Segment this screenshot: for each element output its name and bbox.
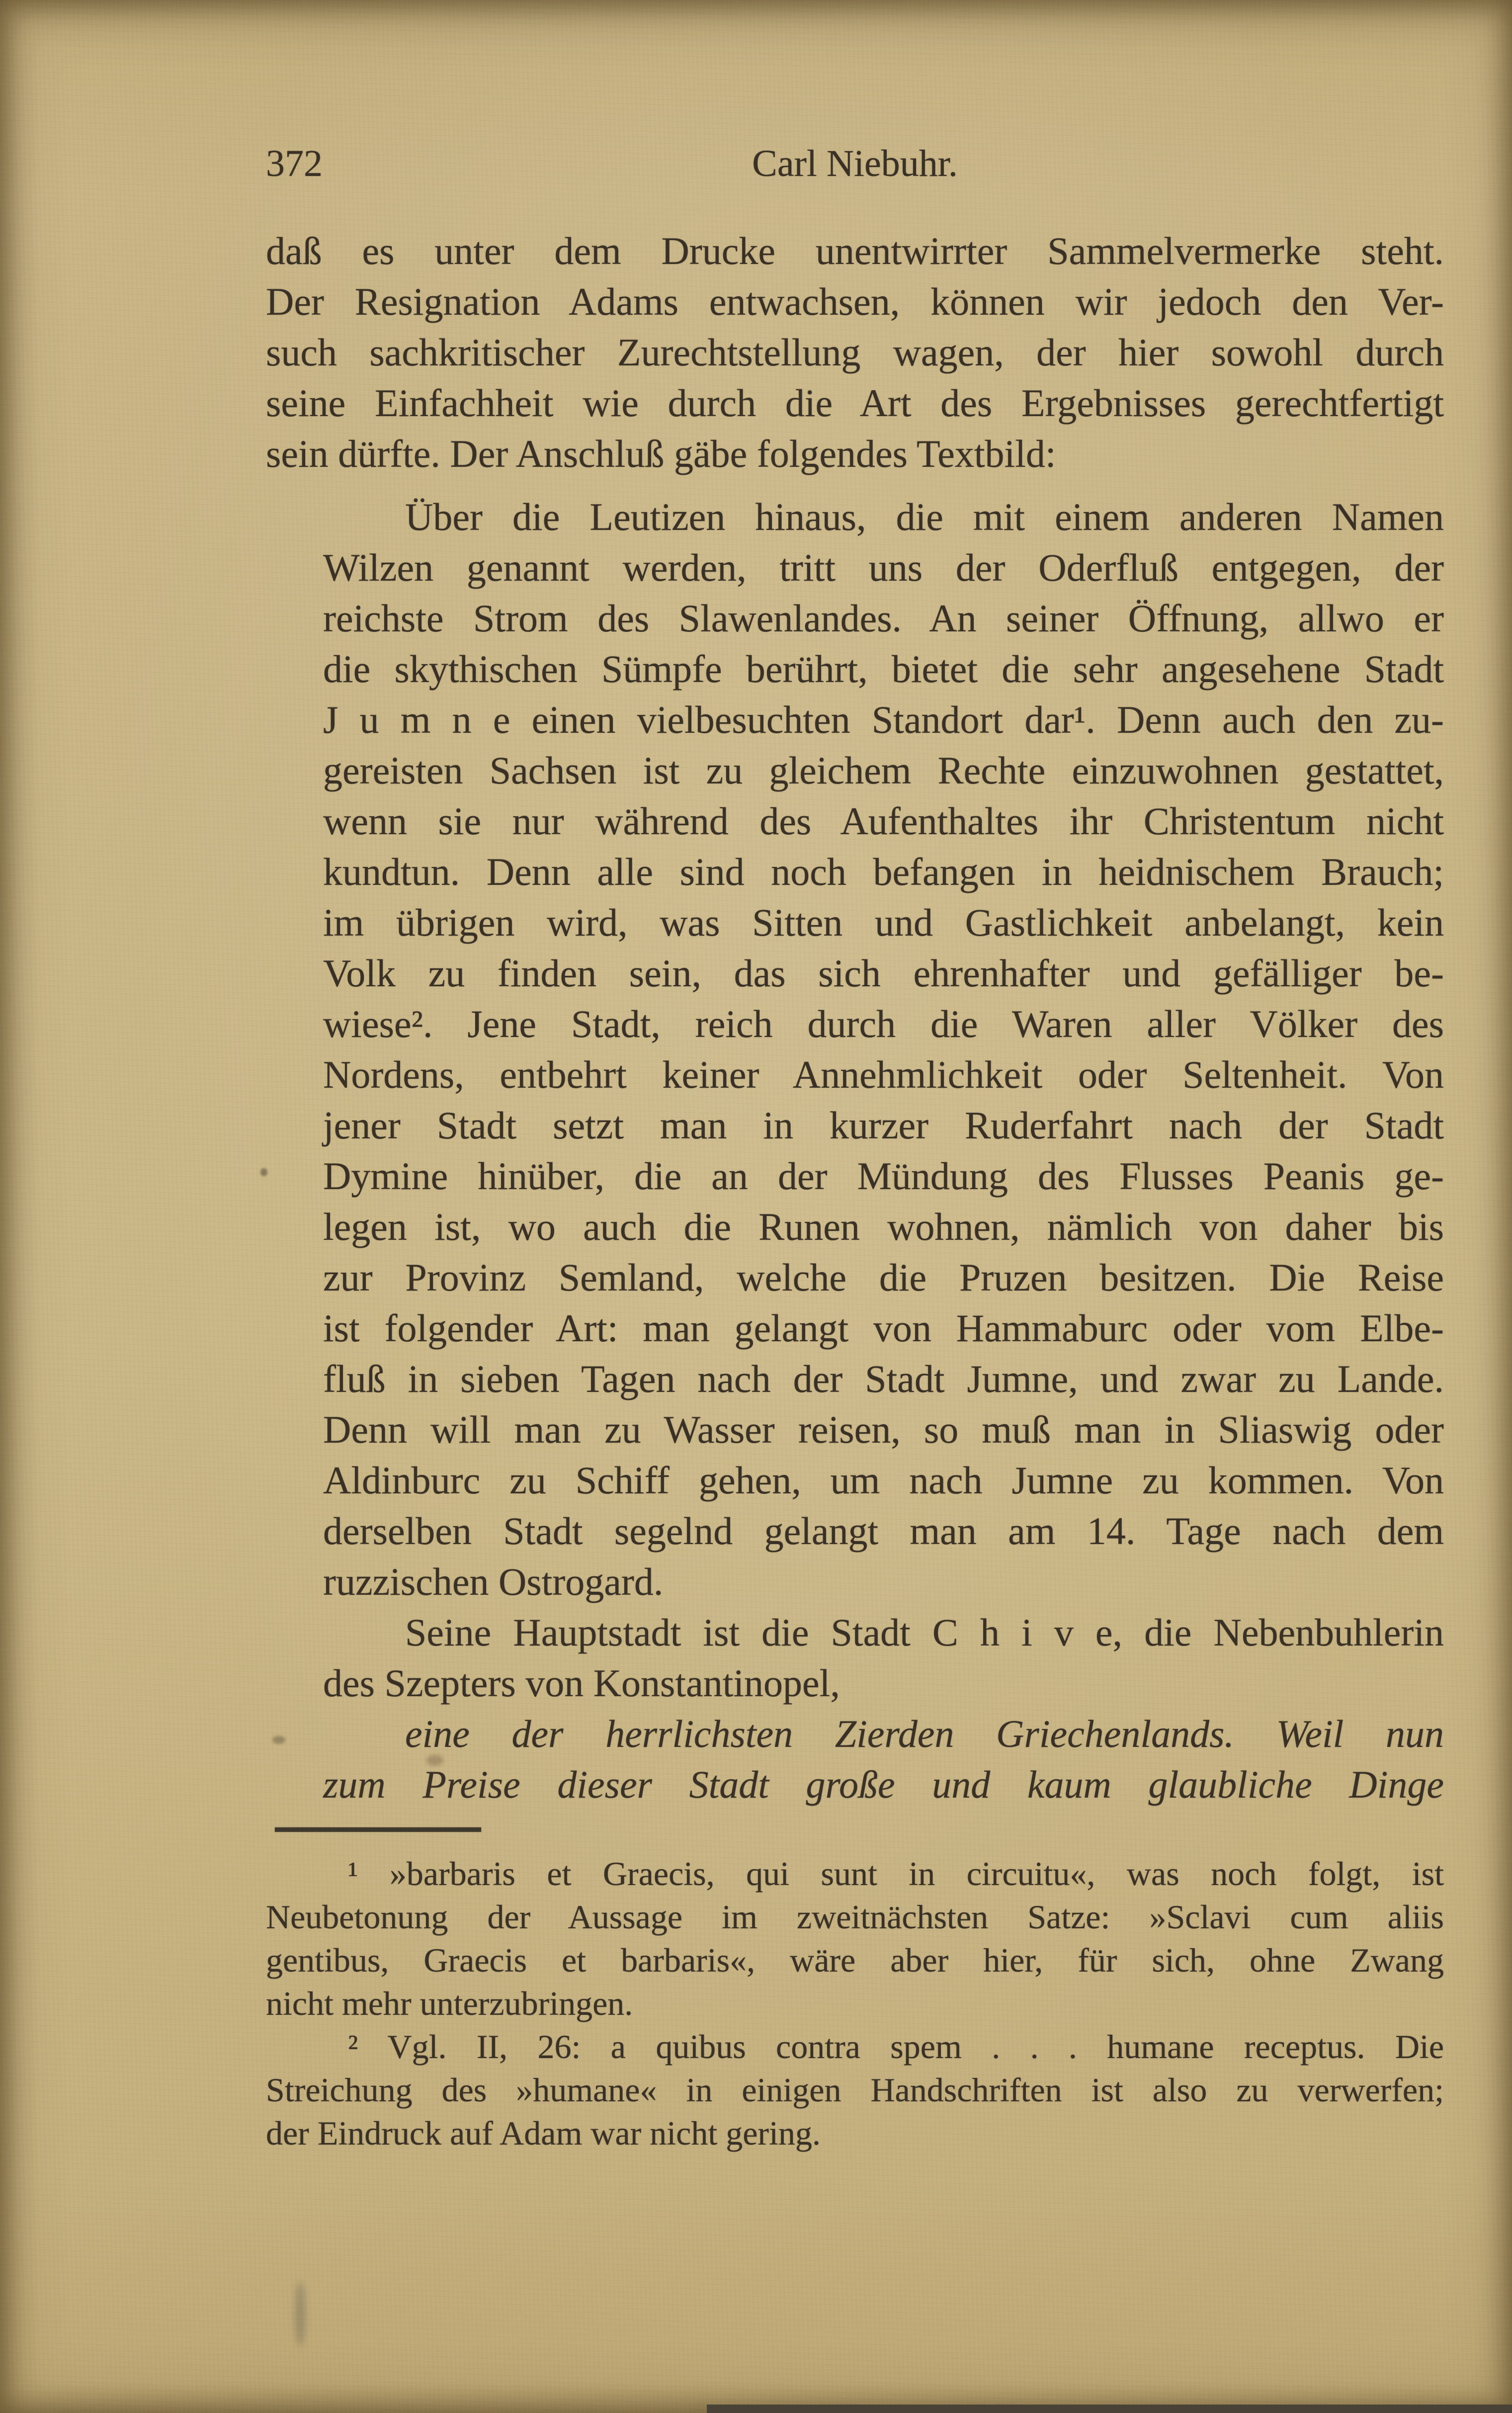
text-line: Denn will man zu Wasser reisen, so muß man in Sliaswig oder [323, 1408, 1444, 1451]
footnote-separator-rule [275, 1827, 481, 1832]
text-line: die skythischen Sümpfe berührt, bietet die sehr angesehene Stadt [323, 647, 1444, 690]
text-line: jener Stadt setzt man in kurzer Ruderfahrt nach der Stadt [323, 1104, 1444, 1147]
text-line: kundtun. Denn alle sind noch befangen in heidnischem Brauch; [323, 850, 1444, 893]
footnote-line: nicht mehr unterzubringen. [266, 1984, 633, 2022]
text-line: derselben Stadt segelnd gelangt man am 14. Tage nach dem [323, 1509, 1444, 1552]
text-line: seine Einfachheit wie durch die Art des Ergebnisses gerechtfertigt [266, 381, 1444, 425]
footnote-line: Streichung des »humane« in einigen Handschriften ist also zu verwerfen; [266, 2071, 1444, 2109]
body-text [266, 226, 1444, 1810]
text-line: Über die Leutizen hinaus, die mit einem anderen Namen [405, 495, 1444, 538]
text-line: des Szepters von Konstantinopel, [323, 1661, 840, 1705]
block-quote [323, 492, 1444, 1810]
text-line: Wilzen genannt werden, tritt uns der Oderfluß entgegen, der [323, 546, 1444, 589]
text-line: wiese². Jene Stadt, reich durch die Waren aller Völker des [323, 1002, 1444, 1045]
text-line: J u m n e einen vielbesuchten Standort dar¹. Denn auch den zu- [323, 698, 1444, 741]
text-line: im übrigen wird, was Sitten und Gastlichkeit anbelangt, kein [323, 901, 1444, 944]
text-line: reichste Strom des Slawenlandes. An seiner Öffnung, allwo er [323, 597, 1444, 640]
footnote-line: ² Vgl. II, 26: a quibus contra spem . . . humane receptus. Die [348, 2028, 1444, 2066]
scanner-edge-shadow [707, 2405, 1512, 2413]
text-line: wenn sie nur während des Aufenthaltes ihr Christentum nicht [323, 799, 1444, 843]
paragraph [266, 226, 1444, 479]
text-line: legen ist, wo auch die Runen wohnen, nämlich von daher bis [323, 1205, 1444, 1248]
scan-speck [260, 1168, 267, 1176]
text-line: zur Provinz Semland, welche die Pruzen besitzen. Die Reise [323, 1256, 1444, 1299]
text-line: Volk zu finden sein, das sich ehrenhafter und gefälliger be- [323, 951, 1444, 995]
text-line: Aldinburc zu Schiff gehen, um nach Jumne zu kommen. Von [323, 1459, 1444, 1502]
text-line: Nordens, entbehrt keiner Annehmlichkeit oder Seltenheit. Von [323, 1053, 1444, 1096]
footnote-line: ¹ »barbaris et Graecis, qui sunt in circuitu«, was noch folgt, ist [348, 1855, 1444, 1893]
text-line: Dymine hinüber, die an der Mündung des Flusses Peanis ge- [323, 1154, 1444, 1198]
footnote-line: gentibus, Graecis et barbaris«, wäre aber hier, für sich, ohne Zwang [266, 1941, 1444, 1979]
text-line: Seine Hauptstadt ist die Stadt C h i v e, die Nebenbuhlerin [405, 1611, 1444, 1654]
scan-smudge [295, 2282, 305, 2346]
text-line: daß es unter dem Drucke unentwirrter Sammelvermerke steht. [266, 229, 1444, 272]
footnotes [266, 1852, 1444, 2155]
running-head: Carl Niebuhr. [752, 143, 958, 184]
text-line: ist folgender Art: man gelangt von Hammaburc oder vom Elbe- [323, 1306, 1444, 1350]
footnote-line: Neubetonung der Aussage im zweitnächsten Satze: »Sclavi cum aliis [266, 1898, 1444, 1936]
page-header [266, 140, 1444, 187]
text-line: Der Resignation Adams entwachsen, können wir jedoch den Ver- [266, 280, 1444, 323]
text-line: gereisten Sachsen ist zu gleichem Rechte einzuwohnen gestattet, [323, 749, 1444, 792]
footnote-line: der Eindruck auf Adam war nicht gering. [266, 2114, 821, 2152]
scan-speck [272, 1736, 285, 1744]
text-line: sein dürfte. Der Anschluß gäbe folgendes Textbild: [266, 432, 1056, 475]
text-line: ruzzischen Ostrogard. [323, 1560, 664, 1603]
text-line: fluß in sieben Tagen nach der Stadt Jumne, und zwar zu Lande. [323, 1357, 1444, 1400]
text-line-italic: zum Preise dieser Stadt große und kaum glaubliche Dinge [323, 1763, 1444, 1806]
text-line-italic: eine der herrlichsten Zierden Griechenlands. Weil nun [405, 1712, 1444, 1755]
page-number: 372 [266, 143, 323, 184]
scan-speck [426, 1755, 443, 1766]
text-line: such sachkritischer Zurechtstellung wagen, der hier sowohl durch [266, 331, 1444, 374]
